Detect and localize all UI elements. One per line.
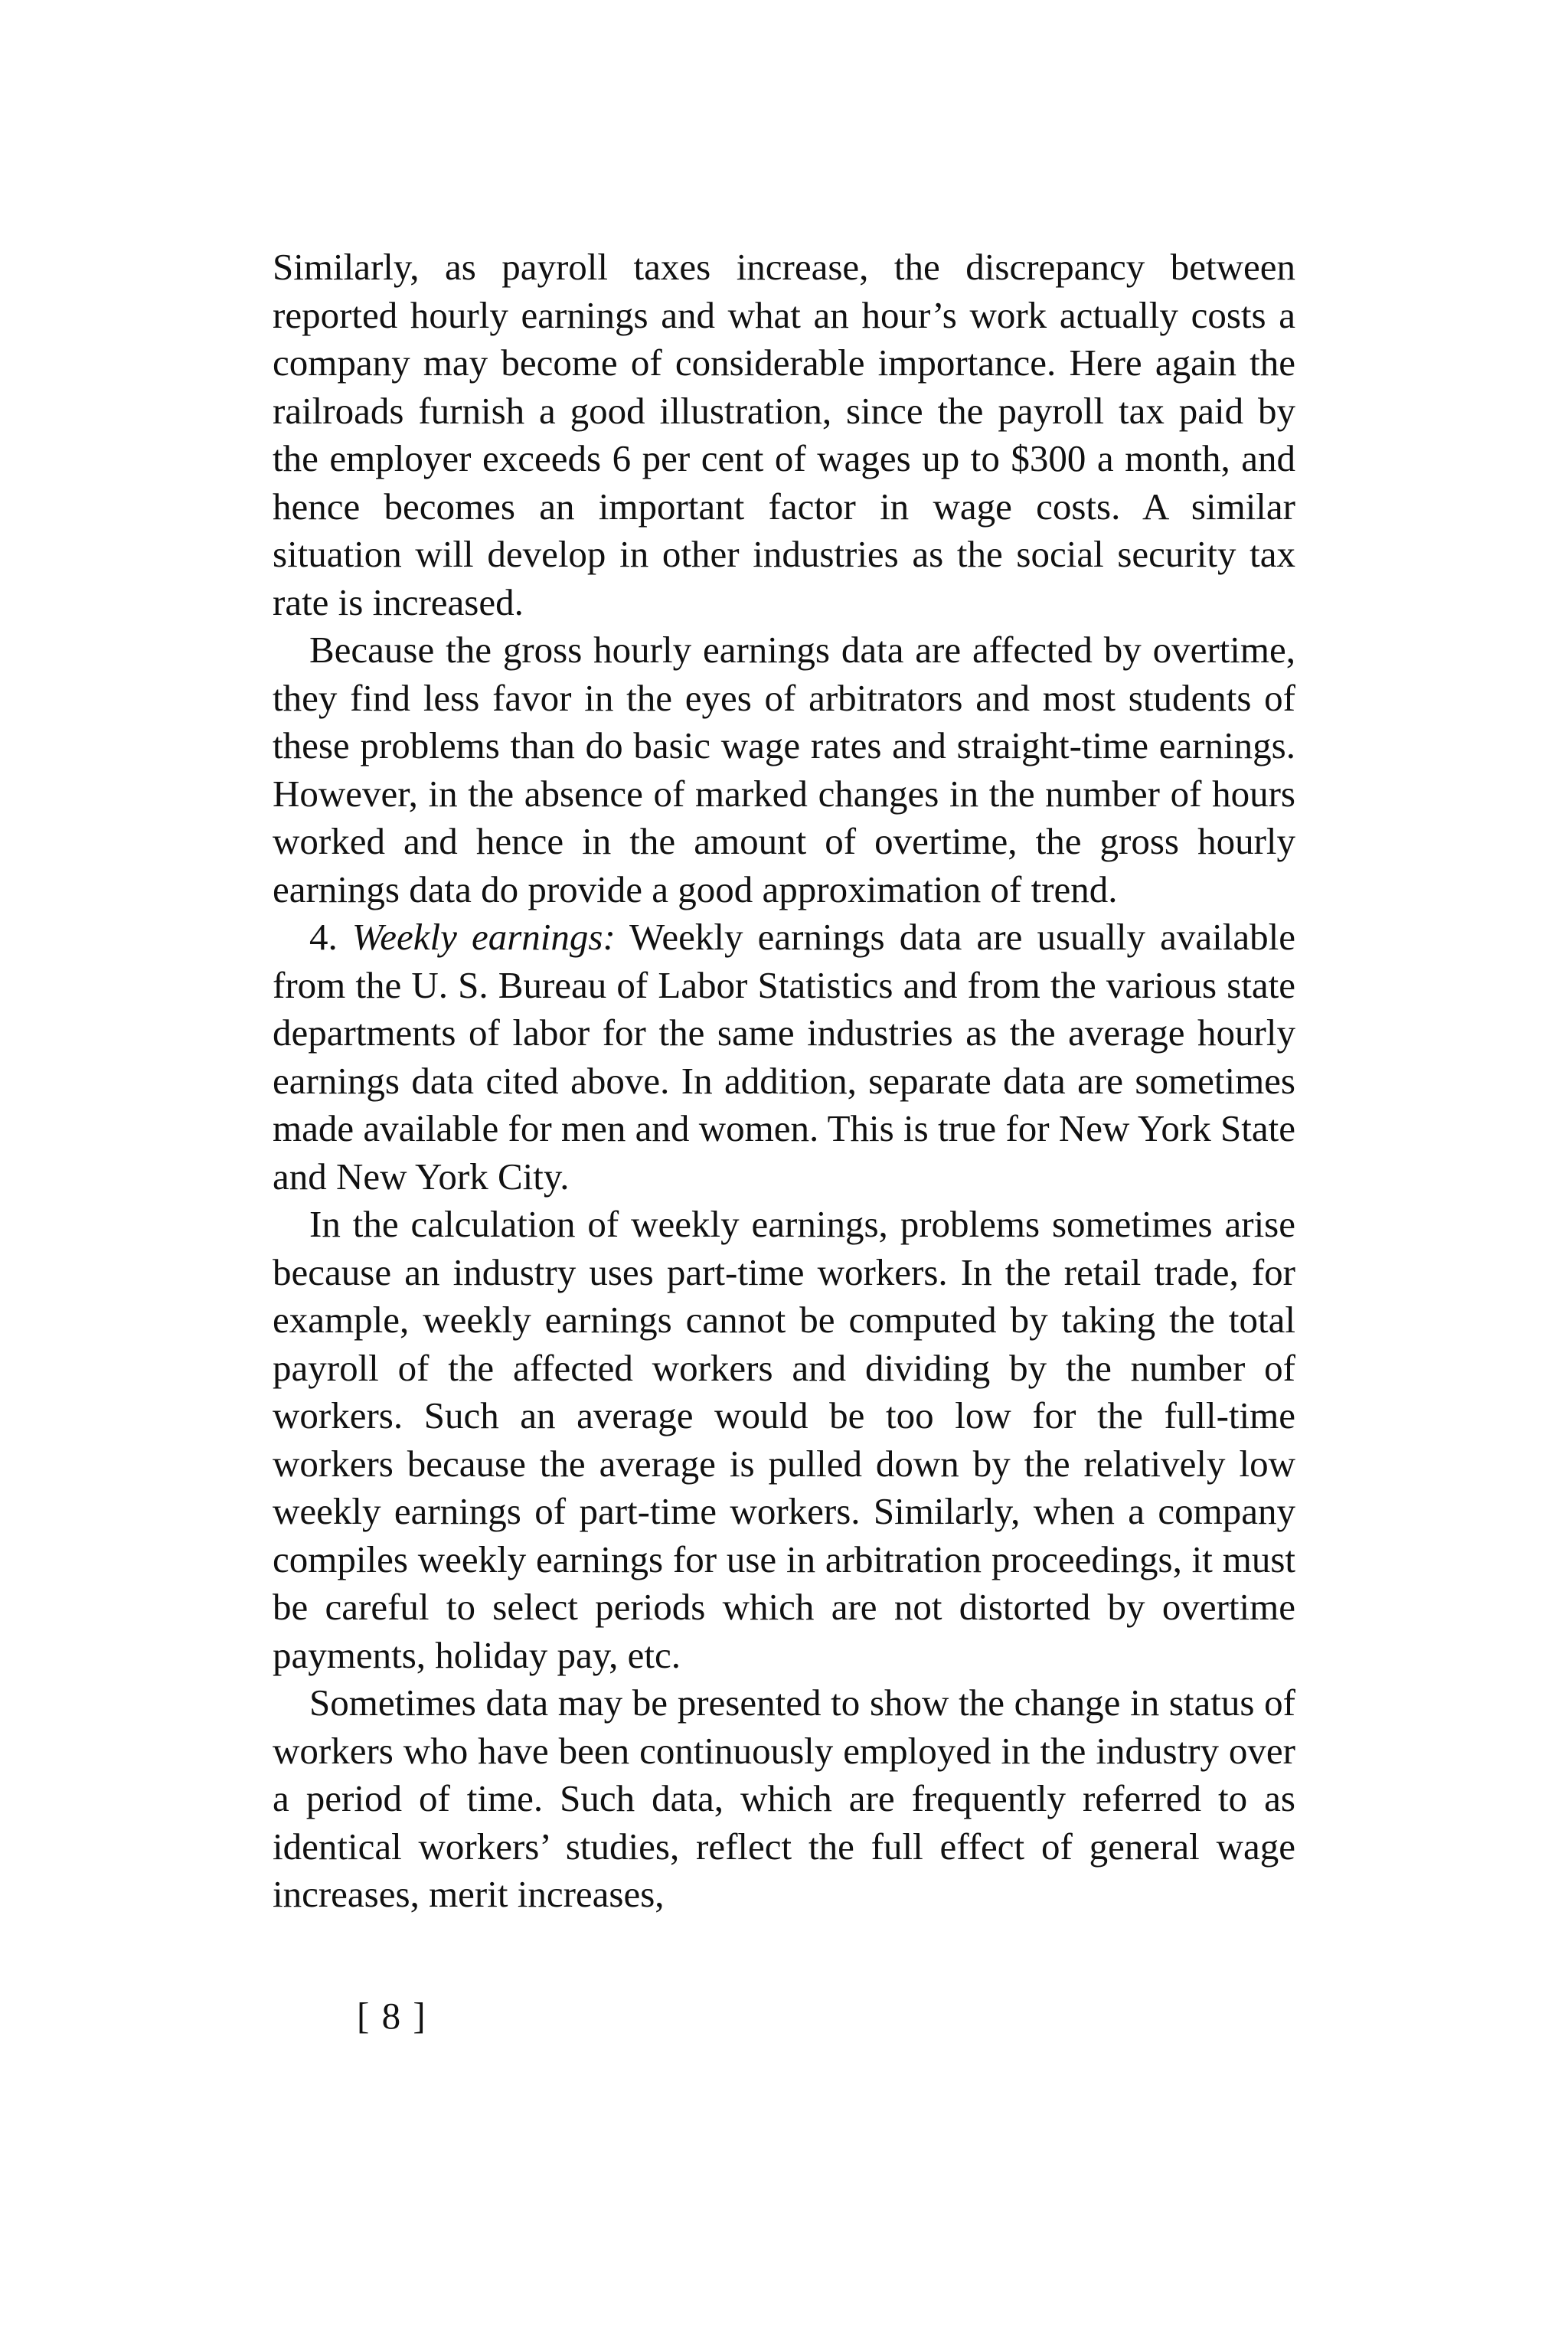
paragraph-identical-workers xyxy=(273,1679,1295,1919)
paragraph-text: Because the gross hourly earnings data are affected by overtime, they find less favor in the eyes of arbitrators and most students of these problems than do basic wage rates and straight-time earnings. However, in the absence of marked changes in the number of hours worked and hence in the amount of overtime, the gross hourly earnings data do provide a good approximation of trend. xyxy=(273,629,1295,910)
page-body xyxy=(273,243,1295,1919)
paragraph-gross-hourly-earnings xyxy=(273,626,1295,913)
item-label: Weekly earnings: xyxy=(351,916,616,958)
paragraph-text: Similarly, as payroll taxes increase, the discrepancy between reported hourly earnings and what an hour’s work actually costs a company may become of considerable importance. Here again the railroads furnish a good illustration, since the payroll tax paid by the employer exceeds 6 per cent of wages up to $300 a month, and hence becomes an important factor in wage costs. A similar situation will develop in other industries as the social security tax rate is increased. xyxy=(273,246,1295,623)
paragraph-text: In the calculation of weekly earnings, problems sometimes arise because an industry uses part-time workers. In the retail trade, for example, weekly earnings cannot be computed by taking the total payroll of the affected workers and dividing by the number of workers. Such an average would be too low for the full-time workers because the average is pulled down by the relatively low weekly earnings of part-time workers. Similarly, when a company compiles weekly earnings for use in arbitration proceedings, it must be careful to select periods which are not distorted by overtime payments, holiday pay, etc. xyxy=(273,1203,1295,1676)
paragraph-text: Sometimes data may be presented to show the change in status of workers who have been continuously employed in the industry over a period of time. Such data, which are frequently referred to as identical workers’ studies, reflect the full effect of general wage increases, merit increases, xyxy=(273,1682,1295,1915)
item-number: 4. xyxy=(309,916,338,958)
paragraph-text: Weekly earnings data are usually available from the U. S. Bureau of Labor Statistics and from the various state departments of labor for the same industries as the average hourly earnings data cited above. In addition, separate data are sometimes made available for men and women. This is true for New York State and New York City. xyxy=(273,916,1295,1198)
paragraph-weekly-earnings xyxy=(273,913,1295,1201)
paragraph-payroll-taxes xyxy=(273,243,1295,626)
page-number: [ 8 ] xyxy=(357,1995,427,2037)
paragraph-part-time-workers xyxy=(273,1201,1295,1679)
